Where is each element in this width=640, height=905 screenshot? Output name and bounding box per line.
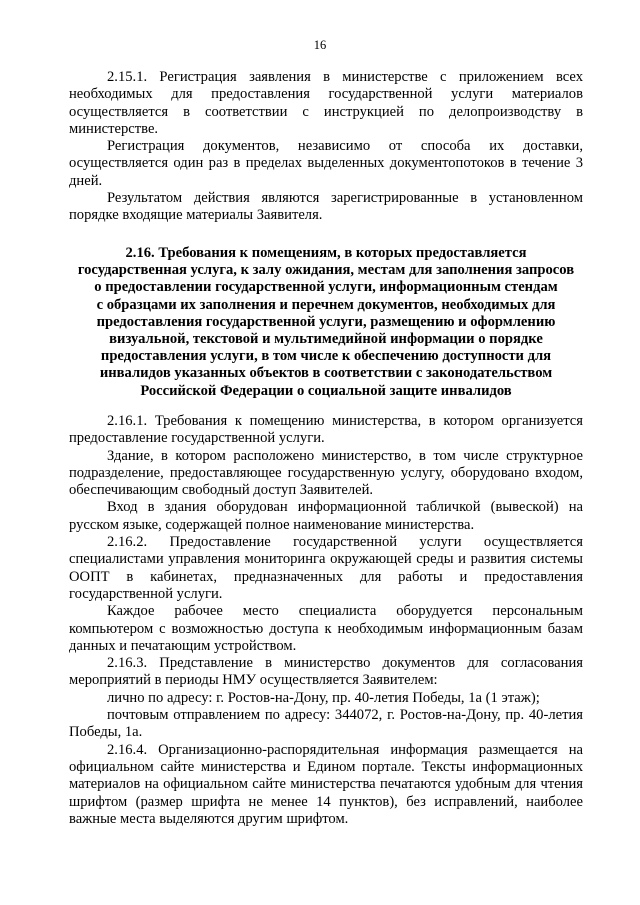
page-number: 16 <box>313 38 327 52</box>
heading-line: Российской Федерации о социальной защите инвалидов <box>140 382 512 399</box>
heading-line: визуальной, текстовой и мультимедийной информации о порядке <box>109 331 543 348</box>
heading-line: о предоставлении государственной услуги, информационным стендам <box>94 279 558 296</box>
section-heading-2-16 <box>60 245 592 400</box>
paragraph-result: Результатом действия являются зарегистрированные в установленном порядке входящие материалы Заявителя. <box>69 190 583 224</box>
paragraph-2-16-1: 2.16.1. Требования к помещению министерства, в котором организуется предоставление государственной услуги. <box>69 413 583 447</box>
paragraph-2-15-1-registration: 2.15.1. Регистрация заявления в министерстве с приложением всех необходимых для предоставления государственной услуги материалов осуществляется в соответствии с инструкцией по делопроизводству в министерстве. <box>69 69 583 137</box>
heading-line: государственная услуга, к залу ожидания, местам для заполнения запросов <box>77 262 575 279</box>
paragraph-2-16-2: 2.16.2. Предоставление государственной услуги осуществляется специалистами управления мониторинга окружающей среды и развития системы ООПТ в кабинетах, предназначенных для работы и предоставления государственной услуги. <box>69 534 583 602</box>
paragraph-2-16-4: 2.16.4. Организационно-распорядительная информация размещается на официальном сайте министерства и Едином портале. Тексты информационных материалов на официальном сайте министерства печатаются удобным для чтения шрифтом (размер шрифта не менее 14 пунктов), без исправлений, наиболее важные места выделяются другим шрифтом. <box>69 741 583 827</box>
heading-line: 2.16. Требования к помещениям, в которых предоставляется <box>125 245 527 261</box>
paragraph-workplace: Каждое рабочее место специалиста оборудуется персональным компьютером с возможностью доступа к необходимым информационным базам данных и печатающим устройством. <box>69 603 583 654</box>
heading-line: инвалидов указанных объектов в соответствии с законодательством <box>99 365 553 382</box>
paragraph-2-16-3: 2.16.3. Представление в министерство документов для согласования мероприятий в периоды НМУ осуществляется Заявителем: <box>69 655 583 689</box>
paragraph-postal-address: почтовым отправлением по адресу: 344072, г. Ростов-на-Дону, пр. 40-летия Победы, 1а. <box>69 707 583 741</box>
paragraph-in-person-address: лично по адресу: г. Ростов-на-Дону, пр. 40-летия Победы, 1а (1 этаж); <box>107 689 540 706</box>
heading-line: предоставления государственной услуги, размещению и оформлению <box>96 313 556 330</box>
heading-line: с образцами их заполнения и перечнем документов, необходимых для <box>96 296 556 313</box>
section-2-15-1 <box>69 69 583 225</box>
section-2-16 <box>69 413 583 828</box>
paragraph-building-entrance: Здание, в котором расположено министерство, в том числе структурное подразделение, предоставляющее государственную услугу, оборудовано входом, обеспечивающим свободный доступ Заявителей. <box>69 447 583 499</box>
heading-line: предоставления услуги, в том числе к обеспечению доступности для <box>100 348 552 365</box>
paragraph-registration-documents: Регистрация документов, независимо от способа их доставки, осуществляется один раз в пределах выделенных документопотоков в течение 3 дней. <box>69 138 583 189</box>
paragraph-entrance-sign: Вход в здания оборудован информационной табличкой (вывеской) на русском языке, содержащей полное наименование министерства. <box>69 499 583 533</box>
